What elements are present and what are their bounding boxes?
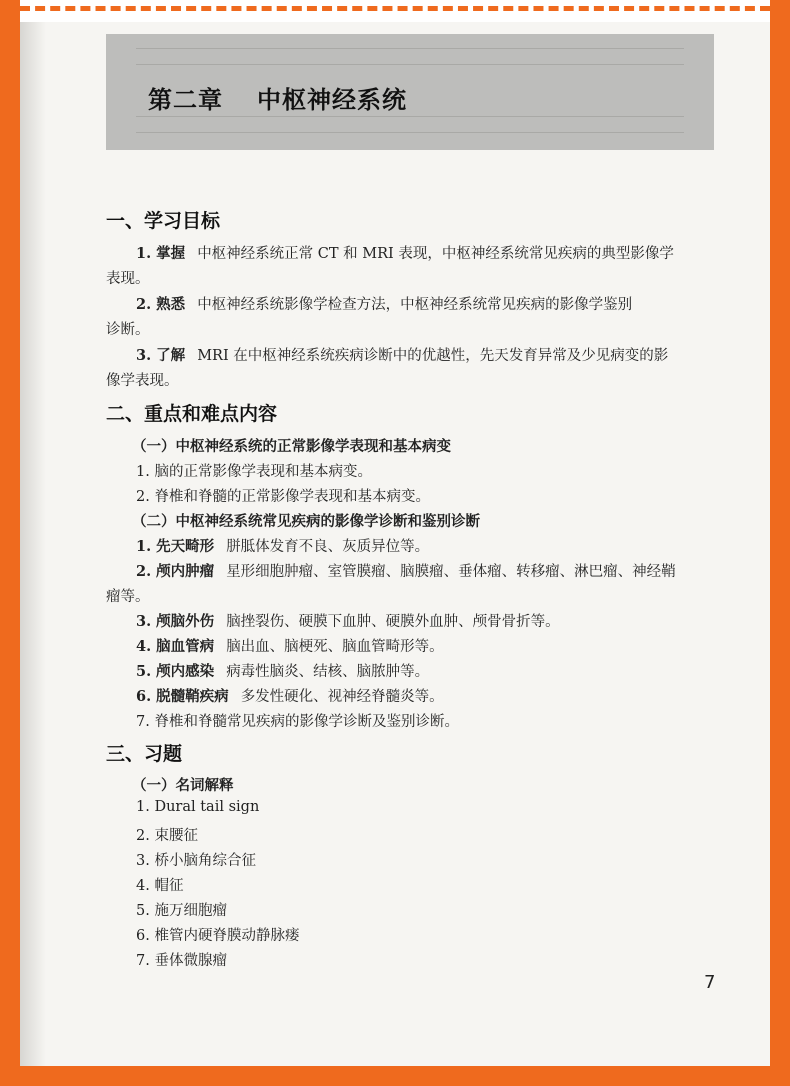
frame-bottom [0,1066,790,1086]
objective-continuation: 像学表现。 [106,373,179,389]
list-item: 5. 施万细胞瘤 [136,903,227,919]
list-item: 7. 脊椎和脊髓常见疾病的影像学诊断及鉴别诊断。 [136,714,459,730]
list-item: 2. 脊椎和脊髓的正常影像学表现和基本病变。 [136,489,430,505]
list-item: 3. 颅脑外伤 脑挫裂伤、硬膜下血肿、硬膜外血肿、颅骨骨折等。 [136,613,560,630]
subsection-heading: （一）中枢神经系统的正常影像学表现和基本病变 [132,438,451,455]
objective-continuation: 诊断。 [106,322,150,338]
chapter-name: 中枢神经系统 [257,86,407,114]
objective-line: 3. 了解 MRI 在中枢神经系统疾病诊断中的优越性，先天发育异常及少见病变的影 [136,347,669,364]
dashed-border [20,6,770,11]
list-item-continuation: 瘤等。 [106,589,150,605]
list-item: 4. 脑血管病 脑出血、脑梗死、脑血管畸形等。 [136,638,444,655]
section-heading-exercises: 三、习题 [106,743,183,765]
objective-line: 1. 掌握 中枢神经系统正常 CT 和 MRI 表现，中枢神经系统常见疾病的典型影像学 [136,245,674,262]
chapter-number: 第二章 [148,86,223,114]
list-item: 2. 颅内肿瘤 星形细胞肿瘤、室管膜瘤、脑膜瘤、垂体瘤、转移瘤、淋巴瘤、神经鞘 [136,563,676,580]
objective-line: 2. 熟悉 中枢神经系统影像学检查方法，中枢神经系统常见疾病的影像学鉴别 [136,296,633,313]
section-heading-key-points: 二、重点和难点内容 [106,403,278,425]
list-item: 6. 脱髓鞘疾病 多发性硬化、视神经脊髓炎等。 [136,688,444,705]
chapter-title [148,80,407,115]
frame-left [0,0,20,1086]
list-item: 1. 先天畸形 胼胝体发育不良、灰质异位等。 [136,538,430,555]
list-item: 7. 垂体微腺瘤 [136,953,227,969]
frame-top [0,0,790,22]
list-item: 1. 脑的正常影像学表现和基本病变。 [136,464,372,480]
list-item: 5. 颅内感染 病毒性脑炎、结核、脑脓肿等。 [136,663,430,680]
list-item: 6. 椎管内硬脊膜动静脉瘘 [136,928,300,944]
list-item: 2. 束腰征 [136,828,198,844]
list-item: 1. Dural tail sign [136,799,260,815]
subsection-heading: （一）名词解释 [132,777,234,794]
list-item: 4. 帽征 [136,878,184,894]
page-gutter-shadow [20,22,46,1066]
frame-right [770,0,790,1086]
section-heading-objectives: 一、学习目标 [106,210,221,232]
list-item: 3. 桥小脑角综合征 [136,853,256,869]
book-page [20,22,770,1066]
objective-continuation: 表现。 [106,271,150,287]
subsection-heading: （二）中枢神经系统常见疾病的影像学诊断和鉴别诊断 [132,513,480,530]
page-number: 7 [704,972,716,993]
